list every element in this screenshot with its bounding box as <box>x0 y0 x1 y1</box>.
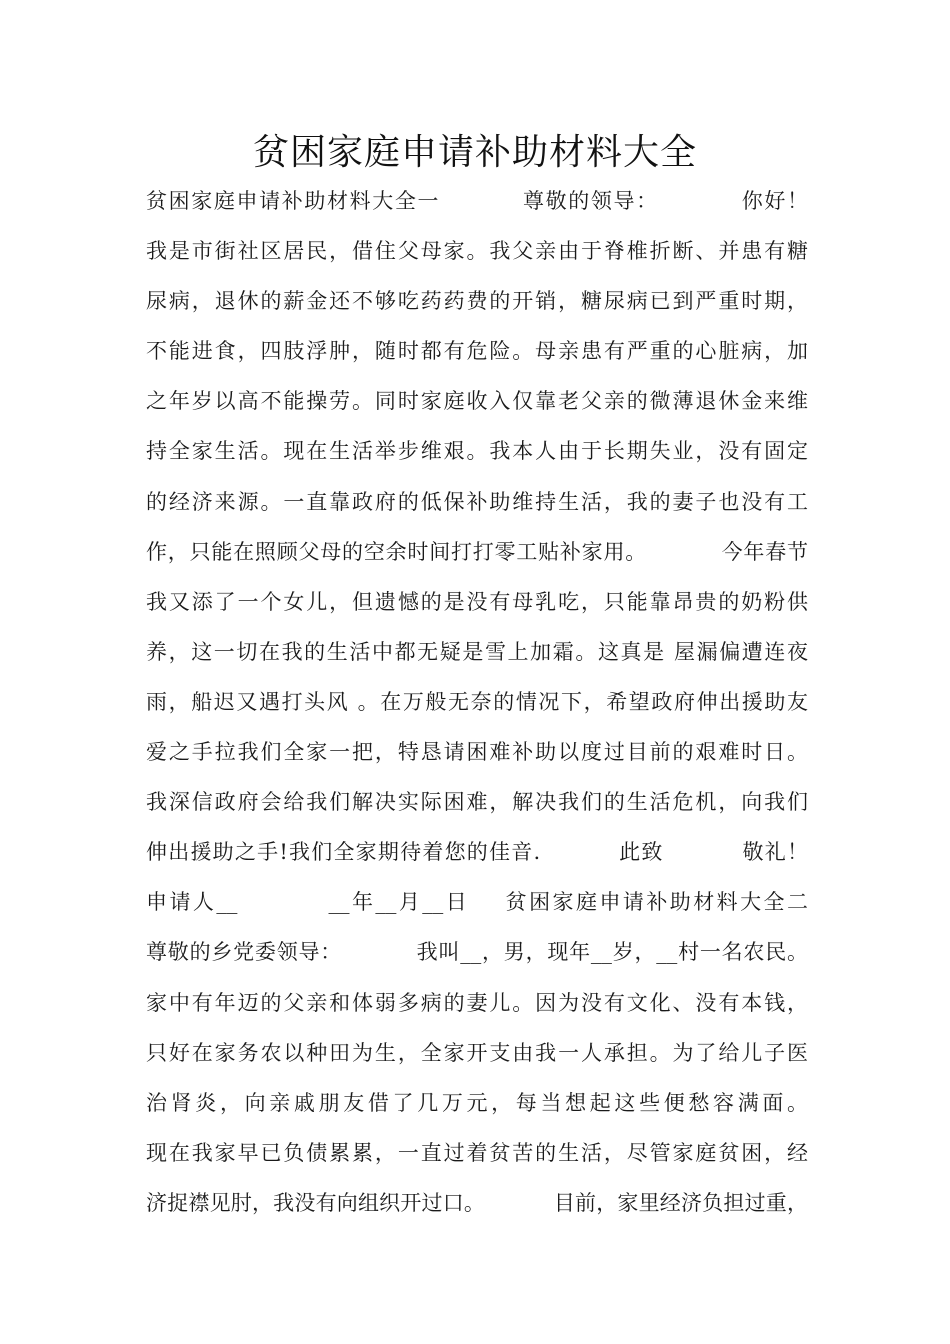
body-line: 之年岁以高不能操劳。同时家庭收入仅靠老父亲的微薄退休金来维 <box>146 389 808 414</box>
body-line: 不能进食，四肢浮肿，随时都有危险。母亲患有严重的心脏病，加 <box>146 339 808 364</box>
body-line: 雨，船迟又遇打头风 。在万般无奈的情况下，希望政府伸出援助友 <box>146 689 808 714</box>
body-line: 爱之手拉我们全家一把，特恳请困难补助以度过目前的艰难时日。 <box>146 740 808 765</box>
body-line: 我又添了一个女儿，但遗憾的是没有母乳吃，只能靠昂贵的奶粉供 <box>146 589 808 614</box>
body-line: 贫困家庭申请补助材料大全一 尊敬的领导： 你好！ <box>146 189 808 213</box>
body-line: 的经济来源。一直靠政府的低保补助维持生活，我的妻子也没有工 <box>146 489 808 514</box>
body-line: 尊敬的乡党委领导： 我叫__，男，现年__岁，__村一名农民。 <box>146 940 808 965</box>
body-line: 养，这一切在我的生活中都无疑是雪上加霜。这真是 屋漏偏遭连夜 <box>146 639 808 664</box>
body-line: 作，只能在照顾父母的空余时间打打零工贴补家用。 今年春节 <box>146 539 808 564</box>
body-line: 尿病，退休的薪金还不够吃药药费的开销，糖尿病已到严重时期， <box>146 289 808 314</box>
body-line: 我深信政府会给我们解决实际困难，解决我们的生活危机，向我们 <box>146 790 808 815</box>
body-line: 只好在家务农以种田为生，全家开支由我一人承担。为了给儿子医 <box>146 1040 808 1065</box>
body-line: 现在我家早已负债累累，一直过着贫苦的生活，尽管家庭贫困，经 <box>146 1140 808 1165</box>
body-line: 治肾炎，向亲戚朋友借了几万元，每当想起这些便愁容满面。 <box>146 1090 808 1115</box>
body-line: 伸出援助之手!我们全家期待着您的佳音. 此致 敬礼！ <box>146 840 808 865</box>
body-line: 持全家生活。现在生活举步维艰。我本人由于长期失业，没有固定 <box>146 439 808 464</box>
body-line: 我是市街社区居民，借住父母家。我父亲由于脊椎折断、并患有糖 <box>146 239 808 264</box>
body-line: 申请人__ __年__月__日 贫困家庭申请补助材料大全二 <box>146 890 808 915</box>
document-body <box>146 176 808 1228</box>
body-line: 济捉襟见肘，我没有向组织开过口。 目前，家里经济负担过重， <box>146 1190 808 1215</box>
body-line: 家中有年迈的父亲和体弱多病的妻儿。因为没有文化、没有本钱， <box>146 990 808 1015</box>
document-title: 贫困家庭申请补助材料大全 <box>252 132 697 173</box>
